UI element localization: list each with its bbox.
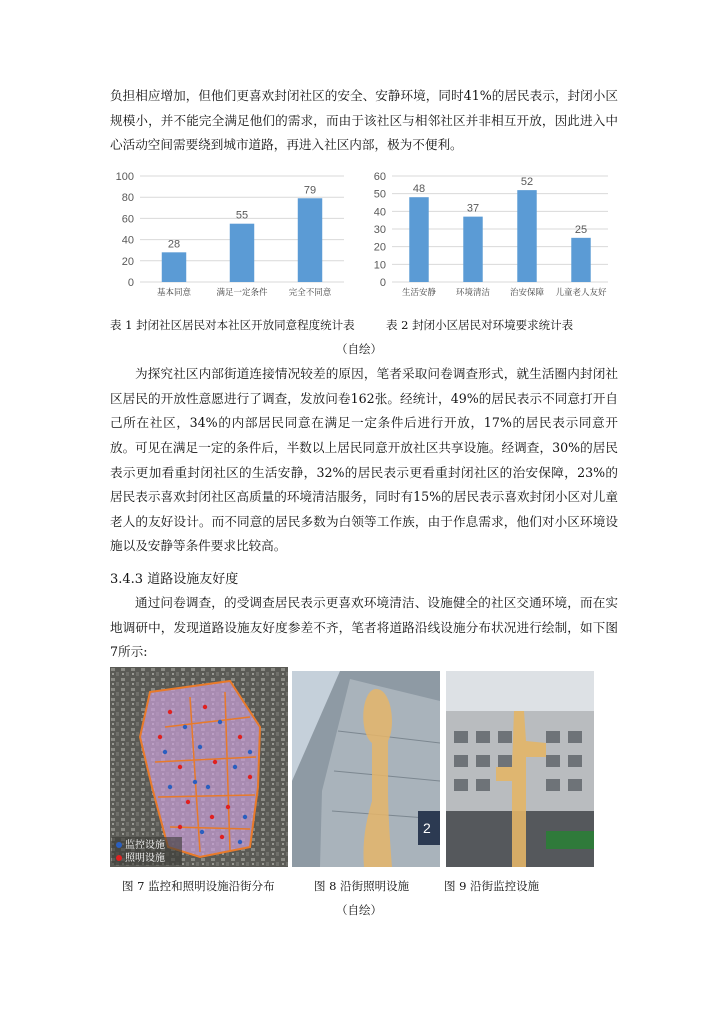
- category-label: 生活安静: [401, 287, 437, 297]
- chart-openness-willingness: [112, 168, 350, 302]
- monitor-dot: [163, 750, 167, 754]
- bar: [162, 252, 186, 282]
- paragraph-intro: 负担相应增加，但他们更喜欢封闭社区的安全、安静环境，同时41%的居民表示，封闭小区规模小，并不能完全满足他们的需求，而由于该社区与相邻社区并非相互开放，因此进入中心活动空间需要绕到城市道路，再进入社区内部，极为不便利。: [110, 88, 618, 152]
- y-tick-label: 0: [379, 277, 386, 289]
- table1-caption: 表 1 封闭社区居民对本社区开放同意程度统计表: [110, 318, 355, 332]
- street-camera-image: [446, 671, 594, 867]
- lighting-dot: [186, 800, 190, 804]
- y-tick-label: 50: [373, 188, 386, 201]
- monitor-dot: [248, 750, 252, 754]
- legend-lighting-label: 照明设施: [125, 853, 165, 864]
- lighting-dot: [168, 710, 172, 714]
- y-tick-label: 40: [373, 206, 386, 219]
- y-tick-label: 10: [373, 259, 386, 272]
- monitor-dot: [238, 840, 242, 844]
- map-image: [110, 667, 288, 867]
- fig8-photo: [292, 671, 440, 867]
- y-tick-label: 100: [115, 171, 134, 183]
- data-label: 28: [167, 238, 181, 251]
- bar: [298, 198, 322, 282]
- self-drawn-note-1: （自绘）: [336, 342, 382, 356]
- y-tick-label: 40: [121, 234, 134, 247]
- bar: [517, 190, 536, 282]
- y-tick-label: 80: [121, 192, 134, 205]
- lighting-dot: [248, 775, 252, 779]
- lighting-dot: [158, 735, 162, 739]
- category-label: 儿童老人友好: [555, 287, 607, 297]
- fig9-photo: [446, 671, 594, 867]
- data-label: 48: [412, 183, 426, 196]
- table2-caption: 表 2 封闭小区居民对环境要求统计表: [386, 318, 574, 332]
- data-label: 55: [235, 209, 249, 222]
- monitor-dot: [206, 785, 210, 789]
- fig7-map: [110, 667, 288, 867]
- lighting-dot-icon: [116, 855, 122, 861]
- paragraph-survey: 为探究社区内部街道连接情况较差的原因，笔者采取问卷调查形式，就生活圈内封闭社区居民的开放性意愿进行了调查，发放问卷162张。经统计，49%的居民表示不同意打开自己所在社区，34%的内部居民同意在满足一定条件后进行开放，17%的居民表示同意开放。: [110, 366, 618, 455]
- lighting-dot: [213, 760, 217, 764]
- lighting-dot: [210, 815, 214, 819]
- lighting-dot: [178, 765, 182, 769]
- y-tick-label: 20: [373, 241, 386, 254]
- monitor-dot: [198, 745, 202, 749]
- lighting-dot: [203, 705, 207, 709]
- paragraph-findings: 可见在满足一定的条件后，半数以上居民同意开放社区共享设施。经调查，30%的居民表示更加看重封闭社区的生活安静，32%的居民表示更看重封闭社区的治安保障，23%的居民表示喜欢封闭社区高质量的环境清洁服务，同时有15%的居民表示喜欢封闭小区对儿童老人的友好设计。而不同意的居民多数为白领等工作族，由于作息需求，他们对小区环境设施以及安静等条件要求比较高。: [110, 440, 618, 553]
- paragraph-road-facilities: 通过问卷调查，的受调查居民表示更喜欢环境清洁、设施健全的社区交通环境，而在实地调研中，发现道路设施友好度参差不齐，笔者将道路沿线设施分布状况进行绘制，如下图7所示:: [110, 595, 618, 659]
- monitor-dot: [243, 815, 247, 819]
- lighting-dot: [238, 735, 242, 739]
- lighting-dot: [178, 825, 182, 829]
- legend-monitor-label: 监控设施: [125, 840, 165, 851]
- monitor-dot: [193, 780, 197, 784]
- fig7-caption: 图 7 监控和照明设施沿街分布: [122, 879, 275, 893]
- monitor-dot: [233, 765, 237, 769]
- category-label: 治安保障: [509, 287, 545, 297]
- monitor-dot: [168, 785, 172, 789]
- bar: [463, 217, 482, 282]
- category-label: 基本同意: [156, 287, 192, 297]
- data-label: 25: [574, 223, 588, 236]
- fig9-caption: 图 9 沿街监控设施: [444, 879, 540, 893]
- category-label: 满足一定条件: [216, 287, 268, 297]
- y-tick-label: 60: [121, 213, 134, 226]
- monitor-dot-icon: [116, 842, 122, 848]
- self-drawn-note-2: （自绘）: [336, 903, 382, 917]
- lighting-dot: [226, 805, 230, 809]
- monitor-dot: [200, 830, 204, 834]
- legend-lighting: [116, 852, 165, 865]
- street-light-image: [292, 671, 440, 867]
- building-number: 2: [423, 820, 431, 836]
- category-label: 完全不同意: [288, 287, 332, 297]
- monitor-dot: [183, 725, 187, 729]
- chart-environment-requirements: [364, 168, 614, 302]
- category-label: 环境清洁: [455, 287, 491, 297]
- bar: [409, 197, 428, 282]
- bar: [571, 238, 590, 282]
- data-label: 52: [520, 176, 534, 189]
- y-tick-label: 20: [121, 255, 134, 268]
- y-tick-label: 60: [373, 171, 386, 183]
- lighting-dot: [220, 835, 224, 839]
- map-legend: [116, 839, 165, 865]
- y-tick-label: 0: [127, 277, 134, 289]
- bar: [230, 224, 254, 282]
- monitor-dot: [218, 720, 222, 724]
- data-label: 37: [466, 202, 480, 215]
- section-heading: 3.4.3 道路设施友好度: [110, 572, 239, 587]
- fig8-caption: 图 8 沿街照明设施: [314, 879, 410, 893]
- data-label: 79: [303, 184, 317, 197]
- legend-monitor: [116, 839, 165, 852]
- y-tick-label: 30: [373, 224, 386, 236]
